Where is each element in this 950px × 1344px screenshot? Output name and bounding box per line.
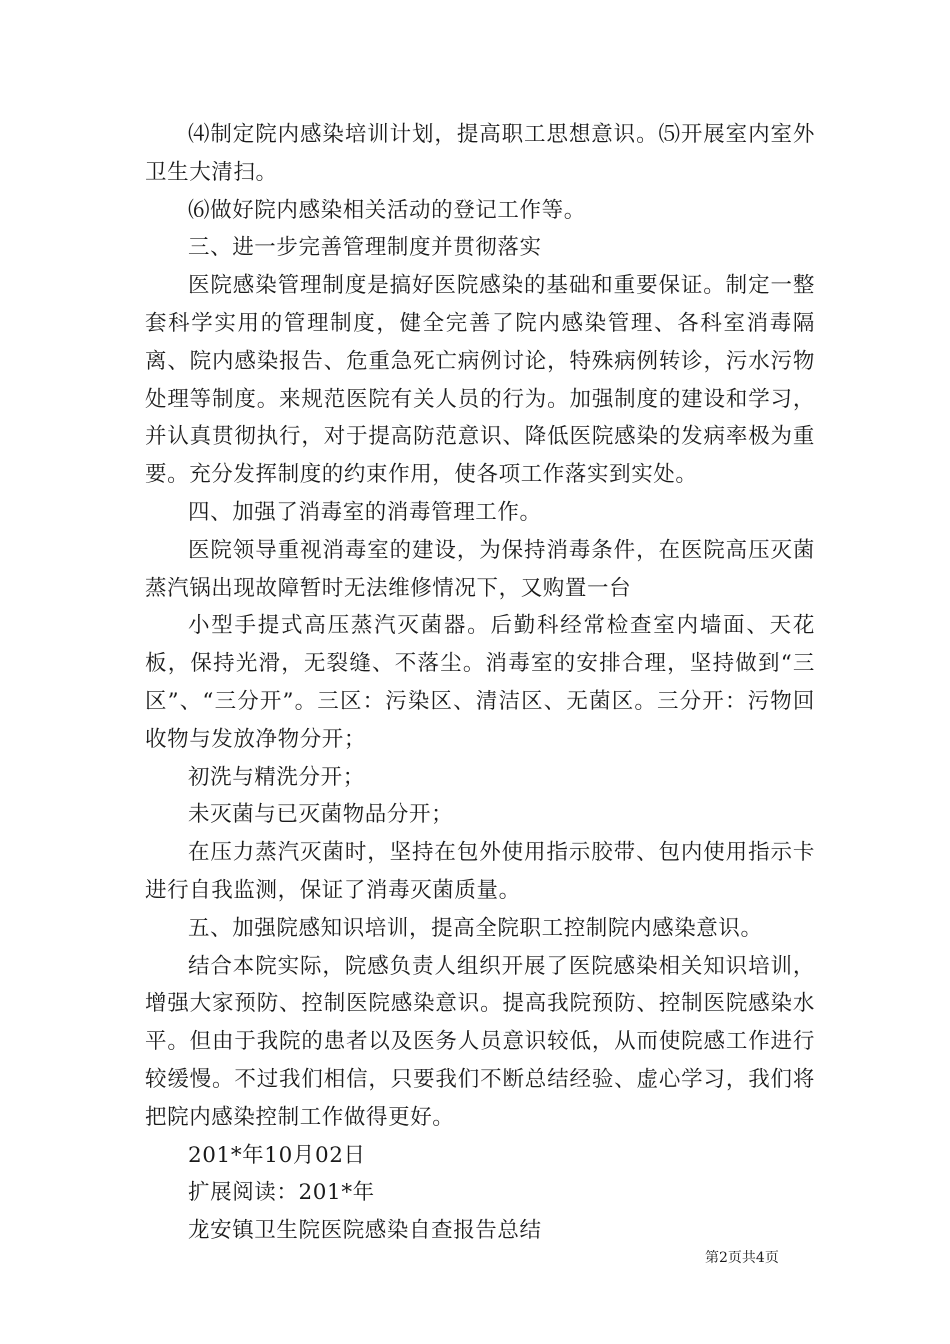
paragraph-training-plan: ⑷制定院内感染培训计划，提高职工思想意识。⑸开展室内室外卫生大清扫。 bbox=[145, 122, 815, 185]
paragraph-disinfection-room: 医院领导重视消毒室的建设，为保持消毒条件，在医院高压灭菌蒸汽锅出现故障暂时无法维修情况下，又购置一台 bbox=[145, 537, 815, 601]
paragraph-wash-separation: 初洗与精洗分开； bbox=[188, 764, 365, 790]
page-number: 第2页共4页 bbox=[705, 1250, 779, 1266]
section-heading-3: 三、进一步完善管理制度并贯彻落实 bbox=[188, 235, 542, 261]
date-line: 201*年10月02日 bbox=[188, 1142, 366, 1168]
paragraph-management-system: 医院感染管理制度是搞好医院感染的基础和重要保证。制定一整套科学实用的管理制度，健全完善了院内感染管理、各科室消毒隔离、院内感染报告、危重急死亡病例讨论，特殊病例转诊，污水污物处理等制度。来规范医院有关人员的行为。加强制度的建设和学习，并认真贯彻执行，对于提高防范意识、降低医院感染的发病率极为重要。充分发挥制度的约束作用，使各项工作落实到实处。 bbox=[145, 273, 815, 488]
extended-reading-line: 扩展阅读：201*年 bbox=[188, 1180, 375, 1206]
paragraph-pressure-sterilization: 在压力蒸汽灭菌时，坚持在包外使用指示胶带、包内使用指示卡进行自我监测，保证了消毒灭菌质量。 bbox=[145, 840, 815, 903]
section-heading-4: 四、加强了消毒室的消毒管理工作。 bbox=[188, 499, 542, 525]
section-heading-5: 五、加强院感知识培训，提高全院职工控制院内感染意识。 bbox=[188, 915, 763, 941]
report-title-line: 龙安镇卫生院医院感染自查报告总结 bbox=[188, 1218, 542, 1244]
paragraph-registration: ⑹做好院内感染相关活动的登记工作等。 bbox=[188, 197, 586, 223]
paragraph-sterilizer: 小型手提式高压蒸汽灭菌器。后勤科经常检查室内墙面、天花板，保持光滑，无裂缝、不落尘。消毒室的安排合理，坚持做到“三区”、“三分开”。三区：污染区、清洁区、无菌区。三分开：污物回收物与发放净物分开； bbox=[145, 613, 815, 752]
paragraph-training: 结合本院实际，院感负责人组织开展了医院感染相关知识培训，增强大家预防、控制医院感染意识。提高我院预防、控制医院感染水平。但由于我院的患者以及医务人员意识较低，从而使院感工作进行较缓慢。不过我们相信，只要我们不断总结经验、虚心学习，我们将把院内感染控制工作做得更好。 bbox=[145, 953, 815, 1130]
document-body bbox=[145, 116, 815, 1250]
paragraph-sterile-separation: 未灭菌与已灭菌物品分开； bbox=[188, 802, 454, 828]
